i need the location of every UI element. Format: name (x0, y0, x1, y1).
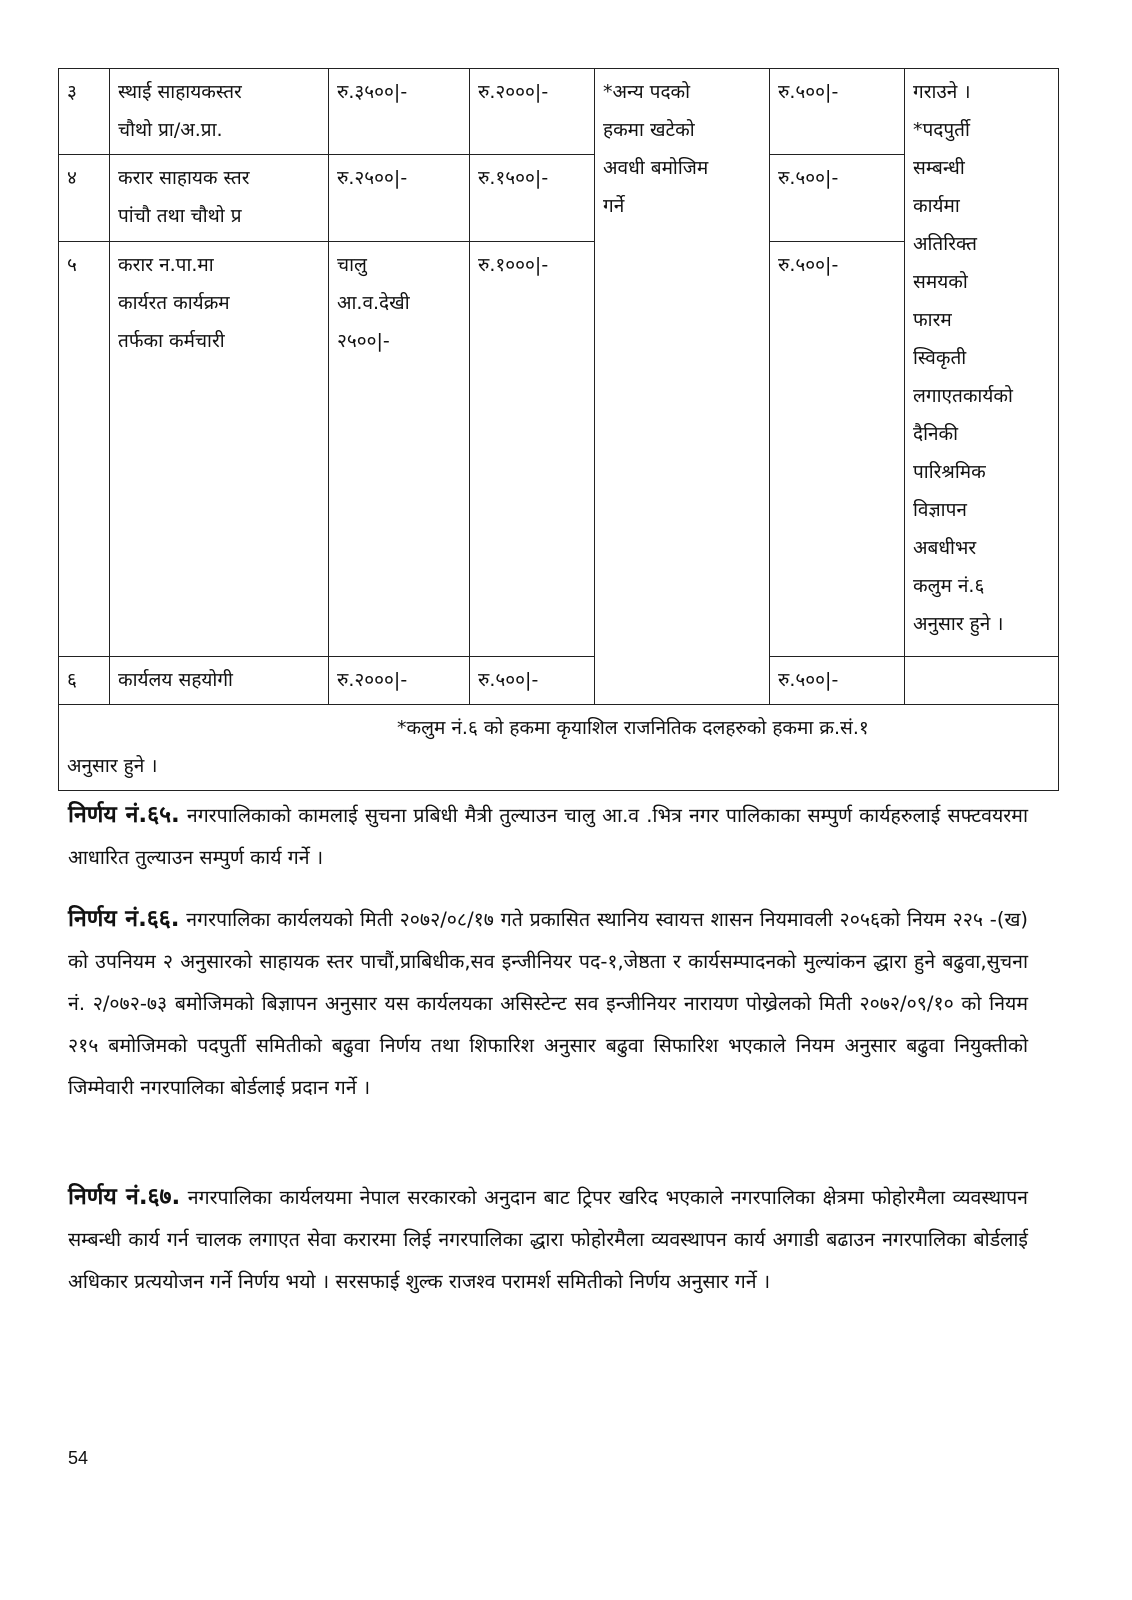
decision-heading: निर्णय नं.६५. (68, 802, 180, 828)
amount-cell: चालु आ.व.देखी २५००|- (329, 242, 470, 657)
decision-67 (68, 1176, 1028, 1303)
table-footnote: *कलुम नं.६ को हकमा कृयाशिल राजनितिक दलहरुको हकमा क्र.सं.१ अनुसार हुने । (59, 705, 1059, 791)
allowance-table (58, 68, 1059, 791)
decision-heading: निर्णय नं.६६. (68, 906, 180, 932)
amount-cell: रु.२५००|- (329, 155, 470, 242)
table-row (59, 657, 1059, 705)
merged-note-cell: गराउने । *पदपुर्ती सम्बन्धी कार्यमा अतिरिक्त समयको फारम स्विकृती लगाएतकार्यको दैनिकी पारिश्रमिक विज्ञापन अबधीभर कलुम नं.६ अनुसार हुने । (905, 69, 1059, 657)
serial-cell: ६ (59, 657, 110, 705)
amount-cell: रु.५००|- (770, 69, 905, 155)
serial-cell: ३ (59, 69, 110, 155)
amount-cell: रु.१५००|- (470, 155, 595, 242)
amount-cell: रु.५००|- (770, 155, 905, 242)
table-row (59, 69, 1059, 155)
amount-cell: रु.५००|- (770, 657, 905, 705)
decision-66 (68, 898, 1028, 1109)
amount-cell: रु.१०००|- (470, 242, 595, 657)
amount-cell: रु.५००|- (470, 657, 595, 705)
amount-cell: रु.२०००|- (329, 657, 470, 705)
amount-cell: रु.२०००|- (470, 69, 595, 155)
decision-text: नगरपालिकाको कामलाई सुचना प्रबिधी मैत्री तुल्याउन चालु आ.व .भित्र नगर पालिकाका सम्पुर्ण कार्यहरुलाई सफ्टवयरमा आधारित तुल्याउन सम्पुर्ण कार्य गर्ने । (68, 804, 1028, 869)
post-cell: करार न.पा.मा कार्यरत कार्यक्रम तर्फका कर्मचारी (110, 242, 329, 657)
empty-cell (905, 657, 1059, 705)
decision-65 (68, 794, 1028, 879)
amount-cell: रु.५००|- (770, 242, 905, 657)
serial-cell: ४ (59, 155, 110, 242)
page-number: 54 (68, 1448, 89, 1468)
decision-text: नगरपालिका कार्यलयको मिती २०७२/०८/१७ गते प्रकासित स्थानिय स्वायत्त शासन नियमावली २०५६को नियम २२५ -(ख) को उपनियम २ अनुसारको साहायक स्तर पाचौं,प्राबिधीक,सव इन्जीनियर पद-१,जेष्ठता र कार्यसम्पादनको मुल्यांकन द्धारा हुने बढुवा,सुचना नं. २/०७२-७३ बमोजिमको बिज्ञापन अनुसार यस कार्यलयका असिस्टेन्ट सव इन्जीनियर नारायण पोख्रेलको मिती २०७२/०९/१० को नियम २१५ बमोजिमको पदपुर्ती समितीको बढुवा निर्णय तथा शिफारिश अनुसार बढुवा सिफारिश भएकाले नियम अनुसार बढुवा नियुक्तीको जिम्मेवारी नगरपालिका बोर्डलाई प्रदान गर्ने । (68, 908, 1029, 1099)
table-note-row (59, 705, 1059, 791)
amount-cell: रु.३५००|- (329, 69, 470, 155)
decision-heading: निर्णय नं.६७. (68, 1184, 181, 1210)
serial-cell: ५ (59, 242, 110, 657)
post-cell: स्थाई साहायकस्तर चौथो प्रा/अ.प्रा. (110, 69, 329, 155)
merged-remark-cell: *अन्य पदको हकमा खटेको अवधी बमोजिम गर्ने (595, 69, 770, 705)
decision-text: नगरपालिका कार्यलयमा नेपाल सरकारको अनुदान बाट ट्रिपर खरिद भएकाले नगरपालिका क्षेत्रमा फोहोरमैला व्यवस्थापन सम्बन्धी कार्य गर्न चालक लगाएत सेवा करारमा लिई नगरपालिका द्धारा फोहोरमैला व्यवस्थापन कार्य अगाडी बढाउन नगरपालिका बोर्डलाई अधिकार प्रत्ययोजन गर्ने निर्णय भयो । सरसफाई शुल्क राजश्व परामर्श समितीको निर्णय अनुसार गर्ने । (68, 1186, 1029, 1293)
post-cell: कार्यलय सहयोगी (110, 657, 329, 705)
post-cell: करार साहायक स्तर पांचौ तथा चौथो प्र (110, 155, 329, 242)
